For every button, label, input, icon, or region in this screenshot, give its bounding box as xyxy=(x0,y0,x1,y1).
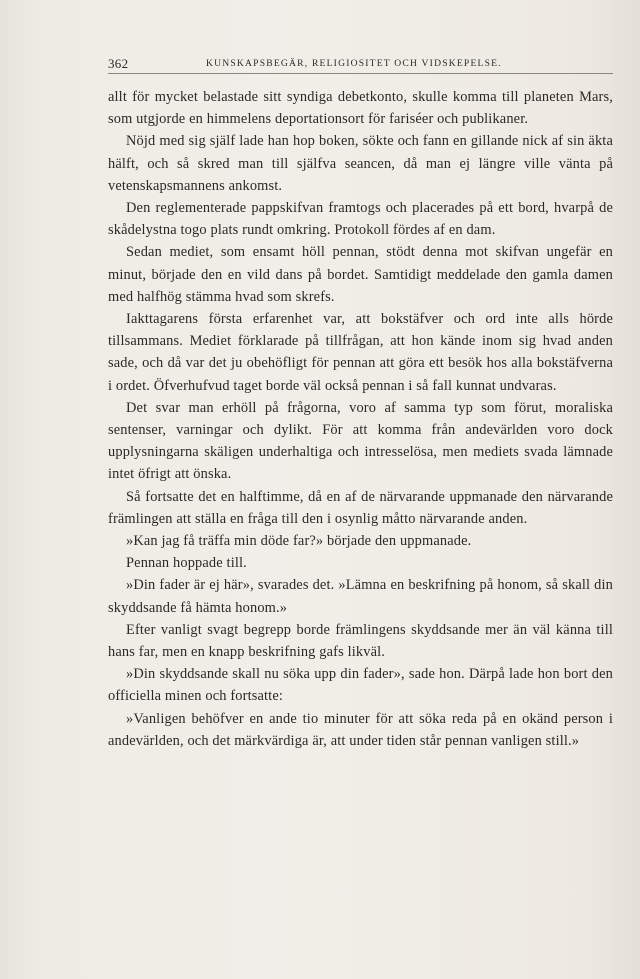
paragraph: Så fortsatte det en halftimme, då en af de närvarande uppmanade den närvarande främlingen att ställa en fråga till den i osynlig måtto närvarande anden. xyxy=(108,488,613,527)
paragraph: Efter vanligt svagt begrepp borde främlingens skyddsande mer än väl känna till hans far, men en knapp beskrifning gafs likväl. xyxy=(108,621,613,661)
paragraph: Sedan mediet, som ensamt höll pennan, stödt denna mot skifvan ungefär en minut, började den en vild dans på bordet. Samtidigt meddelade den gamla damen med halfhög stämma hvad som skrefs. xyxy=(108,244,613,305)
body-text xyxy=(108,86,613,752)
running-title: KUNSKAPSBEGÄR, RELIGIOSITET OCH VIDSKEPELSE. xyxy=(206,58,502,69)
paragraph: Iakttagarens första erfarenhet var, att bokstäfver och ord inte alls hörde tillsammans. Mediet förklarade på tillfrågan, att hon kände inom sig hvad anden sade, och då var det ju obehöfligt för pennan att göra ett besök hos alla bokstäfverna i ordet. Öfverhufvud taget borde väl också pennan i så fall kunnat undvaras. xyxy=(108,311,613,394)
paragraph: Den reglementerade pappskifvan framtogs och placerades på ett bord, hvarpå de skådelystna togo plats rundt omkring. Protokoll fördes af en dam. xyxy=(108,200,613,239)
paragraph: »Din fader är ej här», svarades det. »Lämna en beskrifning på honom, så skall din skyddsande få hämta honom.» xyxy=(108,577,613,616)
page-number: 362 xyxy=(108,56,129,71)
paragraph: Det svar man erhöll på frågorna, voro af samma typ som förut, moraliska sentenser, varningar och dylikt. För att komma från andevärlden voro dock upplysningarna skäligen underhaltiga och intresselösa, men mediets svada lämnade intet öfrigt att önska. xyxy=(108,399,613,483)
header-rule xyxy=(108,73,613,74)
paragraph: Nöjd med sig själf lade han hop boken, sökte och fann en gillande nick af sin äkta hälft, och så skred man till själfva seancen, då man ej längre ville vänta på vetenskapsmannens ankomst. xyxy=(108,133,613,194)
paragraph-continued: allt för mycket belastade sitt syndiga debetkonto, skulle komma till planeten Mars, som utgjorde en himmelens deportationsort för fariséer och publikaner. xyxy=(108,89,613,128)
paragraph: »Kan jag få träffa min döde far?» började den uppmanade. xyxy=(126,533,472,550)
page-header xyxy=(108,56,613,72)
paragraph: »Din skyddsande skall nu söka upp din fader», sade hon. Därpå lade hon bort den officiella minen och fortsatte: xyxy=(108,666,613,705)
paragraph: »Vanligen behöfver en ande tio minuter för att söka reda på en okänd person i andevärlden, och det märkvärdiga är, att under tiden står pennan vanligen still.» xyxy=(108,710,613,749)
paragraph: Pennan hoppade till. xyxy=(126,555,247,572)
